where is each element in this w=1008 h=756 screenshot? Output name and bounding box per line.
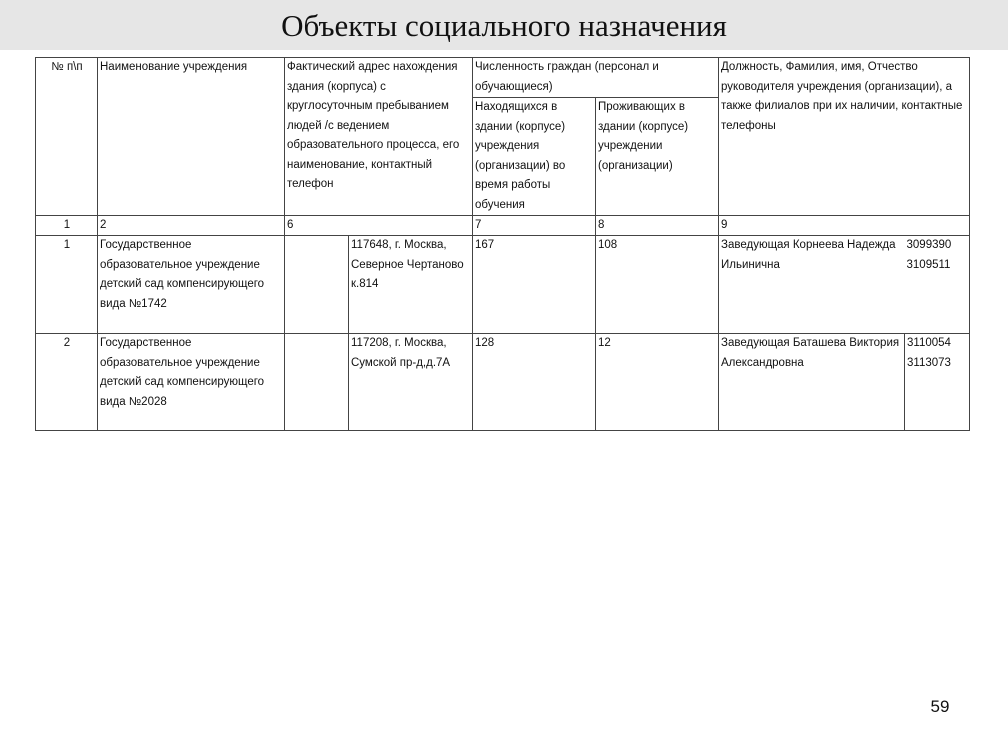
- column-number: 8: [596, 216, 719, 236]
- page-title: Объекты социального назначения: [281, 8, 727, 43]
- row-phones: 3099390 3109511: [905, 236, 970, 334]
- header-num: № п\п: [36, 58, 98, 216]
- row-head: Заведующая Баташева Виктория Александровна: [719, 334, 905, 431]
- row-living: 12: [596, 334, 719, 431]
- social-objects-table: [35, 57, 970, 431]
- row-in-building: 128: [473, 334, 596, 431]
- row-address: 117648, г. Москва, Северное Чертаново к.814: [349, 236, 473, 334]
- table-row: [36, 334, 970, 431]
- column-number: 7: [473, 216, 596, 236]
- row-address-spacer: [285, 334, 349, 431]
- header-address: Фактический адрес нахождения здания (корпуса) с круглосуточным пребыванием людей /с ведением образовательного процесса, его наименование, контактный телефон: [285, 58, 473, 216]
- row-name: Государственное образовательное учреждение детский сад компенсирующего вида №2028: [98, 334, 285, 431]
- header-name: Наименование учреждения: [98, 58, 285, 216]
- row-in-building: 167: [473, 236, 596, 334]
- header-row-1: [36, 58, 970, 98]
- column-numbers-row: [36, 216, 970, 236]
- page-number: 59: [930, 697, 950, 716]
- header-count: Численность граждан (персонал и обучающиеся): [473, 58, 719, 98]
- header-count-living: Проживающих в здании (корпусе) учреждении (организации): [596, 98, 719, 216]
- header-count-in-building: Находящихся в здании (корпусе) учреждения (организации) во время работы обучения: [473, 98, 596, 216]
- row-address-spacer: [285, 236, 349, 334]
- row-address: 117208, г. Москва, Сумской пр-д,д.7А: [349, 334, 473, 431]
- row-living: 108: [596, 236, 719, 334]
- column-number: 2: [98, 216, 285, 236]
- column-number: 6: [285, 216, 473, 236]
- column-number: 9: [719, 216, 970, 236]
- row-num: 1: [36, 236, 98, 334]
- column-number: 1: [36, 216, 98, 236]
- row-phones: 3110054 3113073: [905, 334, 970, 431]
- table-row: [36, 236, 970, 334]
- row-head: Заведующая Корнеева Надежда Ильинична: [719, 236, 905, 334]
- row-name: Государственное образовательное учреждение детский сад компенсирующего вида №1742: [98, 236, 285, 334]
- row-num: 2: [36, 334, 98, 431]
- header-head: Должность, Фамилия, имя, Отчество руководителя учреждения (организации), а также филиалов при их наличии, контактные телефоны: [719, 58, 970, 216]
